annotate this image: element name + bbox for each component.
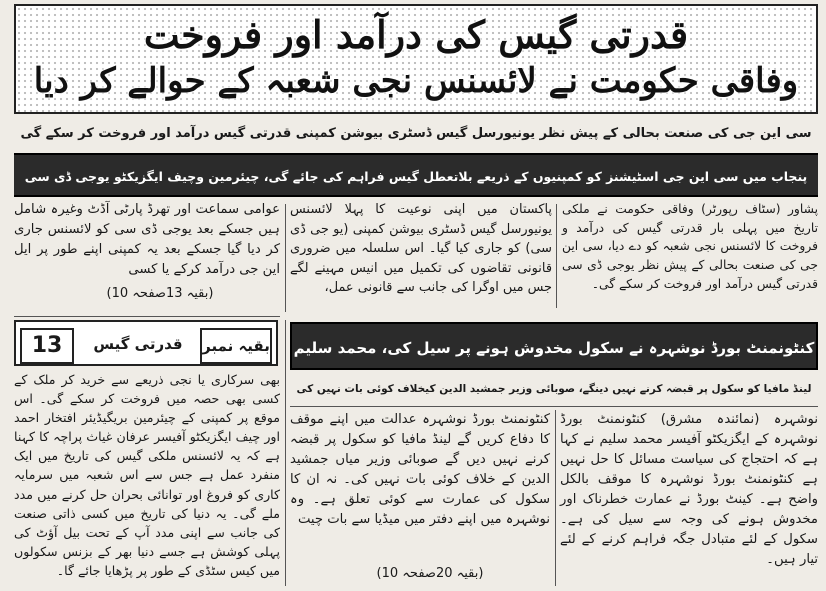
story2-column-1-text: نوشہرہ (نمائندہ مشرق) کنٹونمنٹ بورڈ نوشہرہ کے ایگزیکٹو آفیسر محمد سلیم نے کہا ہے کہ احتجاج کی سیاست مسائل کا حل نہیں ہے کنٹونمنٹ بورڈ نوشہرہ کا موقف بالکل واضح ہے۔ کینٹ بورڈ نے عمارت خطرناک اور مخدوش ہونے کی وجہ سے سیل کی ہے۔ سکول کے لئے متبادل جگہ فراہم کرنے کے لئے تیار ہیں۔ [560,412,818,567]
story2-column-2 [290,410,550,586]
column-divider [285,204,286,312]
continuation-text: بھی سرکاری یا نجی ذریعے سے خرید کر ملک کے کسی بھی حصہ میں فروخت کر سکے گی۔ اس موقع پر کمپنی کے چیئرمین بریگیڈیئر افتخار احمد اور چیف ایگزیکٹو آفیسر عرفان غیاث پراچہ کا کہنا ہے کہ یہ لائسنس ملکی گیس کی تاریخ میں ایک منفرد عمل ہے جس سے اس شعبہ میں سرمایہ کاری کو فروغ اور توانائی بحران حل کرنے میں مدد ملے گی۔ یہ دنیا کی تاریخ میں کسی ذاتی صنعت کی جانب سے اپنی مدد آپ کے تحت بیل آؤٹ کی پہلی کوشش ہے جسے دنیا بھر کے بزنس سکولوں میں کیس سٹڈی کے طور پر پڑھایا جائے گا۔ [14,372,280,578]
story2-column-1 [560,410,818,586]
section-divider [14,316,280,317]
story1-column-1-text: پشاور (سٹاف رپورٹر) وفاقی حکومت نے ملکی تاریخ میں پہلی بار قدرتی گیس کی درآمد و فروخت کا لائسنس نجی شعبہ کو دے دیا، سی این جی کی صنعت بحالی کے پیش نظر یوجی ڈی سی قدرتی گیس درآمد اور فروخت کر سکے گی۔ [562,202,818,291]
column-divider [556,204,557,308]
dark-band-deck: پنجاب میں سی این جی اسٹیشنز کو کمپنیوں کے ذریعے بلاتعطل گیس فراہم کی جائے گی، چیئرمین وچیف ایگزیکٹو یوجی ڈی سی [14,153,818,197]
story1-column-2 [290,200,552,308]
continuation-topic: قدرتی گیس [93,335,183,353]
story1-column-3-text: عوامی سماعت اور تھرڈ پارٹی آڈٹ وغیرہ شامل ہیں جسکے بعد یوجی ڈی سی کو لائسنس جاری کر دیا گیا جسکے بعد یہ کمپنی اپنے طور پر ایل این جی درآمد کرکے یا کسی [14,202,280,277]
story1-column-1 [562,200,818,308]
section-divider [290,406,818,407]
continuation-label: بقیہ نمبر [200,328,272,364]
headline-line-1: قدرتی گیس کی درآمد اور فروخت [143,12,689,57]
headline-line-2: وفاقی حکومت نے لائسنس نجی شعبہ کے حوالے کر دیا [33,61,799,101]
headline-box [14,4,818,114]
column-divider [285,320,286,586]
continuation-number: 13 [20,328,74,364]
continuation-box [14,320,278,366]
story2-subheadline: لینڈ مافیا کو سکول پر قبضہ کرنے نہیں دینگے، صوبائی وزیر جمشید الدین کیخلاف کوئی بات نہیں کی [296,383,812,395]
continuation-reference: (بقیہ 13صفحہ 10) [106,286,214,301]
story2-headline: کنٹونمنٹ بورڈ نوشہرہ نے سکول مخدوش ہونے پر سیل کی، محمد سلیم [290,322,818,370]
story2-column-2-text: کنٹونمنٹ بورڈ نوشہرہ عدالت میں اپنے موقف کا دفاع کریں گے لینڈ مافیا کو سکول پر قبضہ کرنے نہیں دیں گے صوبائی وزیر میاں جمشید الدین کے خلاف کوئی بات نہیں کی۔ نہ ان کا سکول کی عمارت سے کوئی تعلق ہے۔ وہ نوشہرہ میں اپنے دفتر میں میڈیا سے بات چیت [290,412,550,527]
story2-continuation-reference: (بقیہ 20صفحہ 10) [376,566,484,581]
column-divider [555,410,556,586]
subheadline: سی این جی کی صنعت بحالی کے پیش نظر یونیورسل گیس ڈسٹری بیوشن کمپنی قدرتی گیس درآمد اور فروخت کر سکے گی [20,126,812,141]
story1-column-2-text: پاکستان میں اپنی نوعیت کا پہلا لائسنس یونیورسل گیس ڈسٹری بیوشن کمپنی (یو جی ڈی سی) کو جاری کیا گیا۔ اس سلسلہ میں ضروری قانونی تقاضوں کی تکمیل میں انیس مہینے لگے جس میں اوگرا کی جانب سے قانونی عمل، [290,202,552,296]
continuation-column [14,370,280,586]
